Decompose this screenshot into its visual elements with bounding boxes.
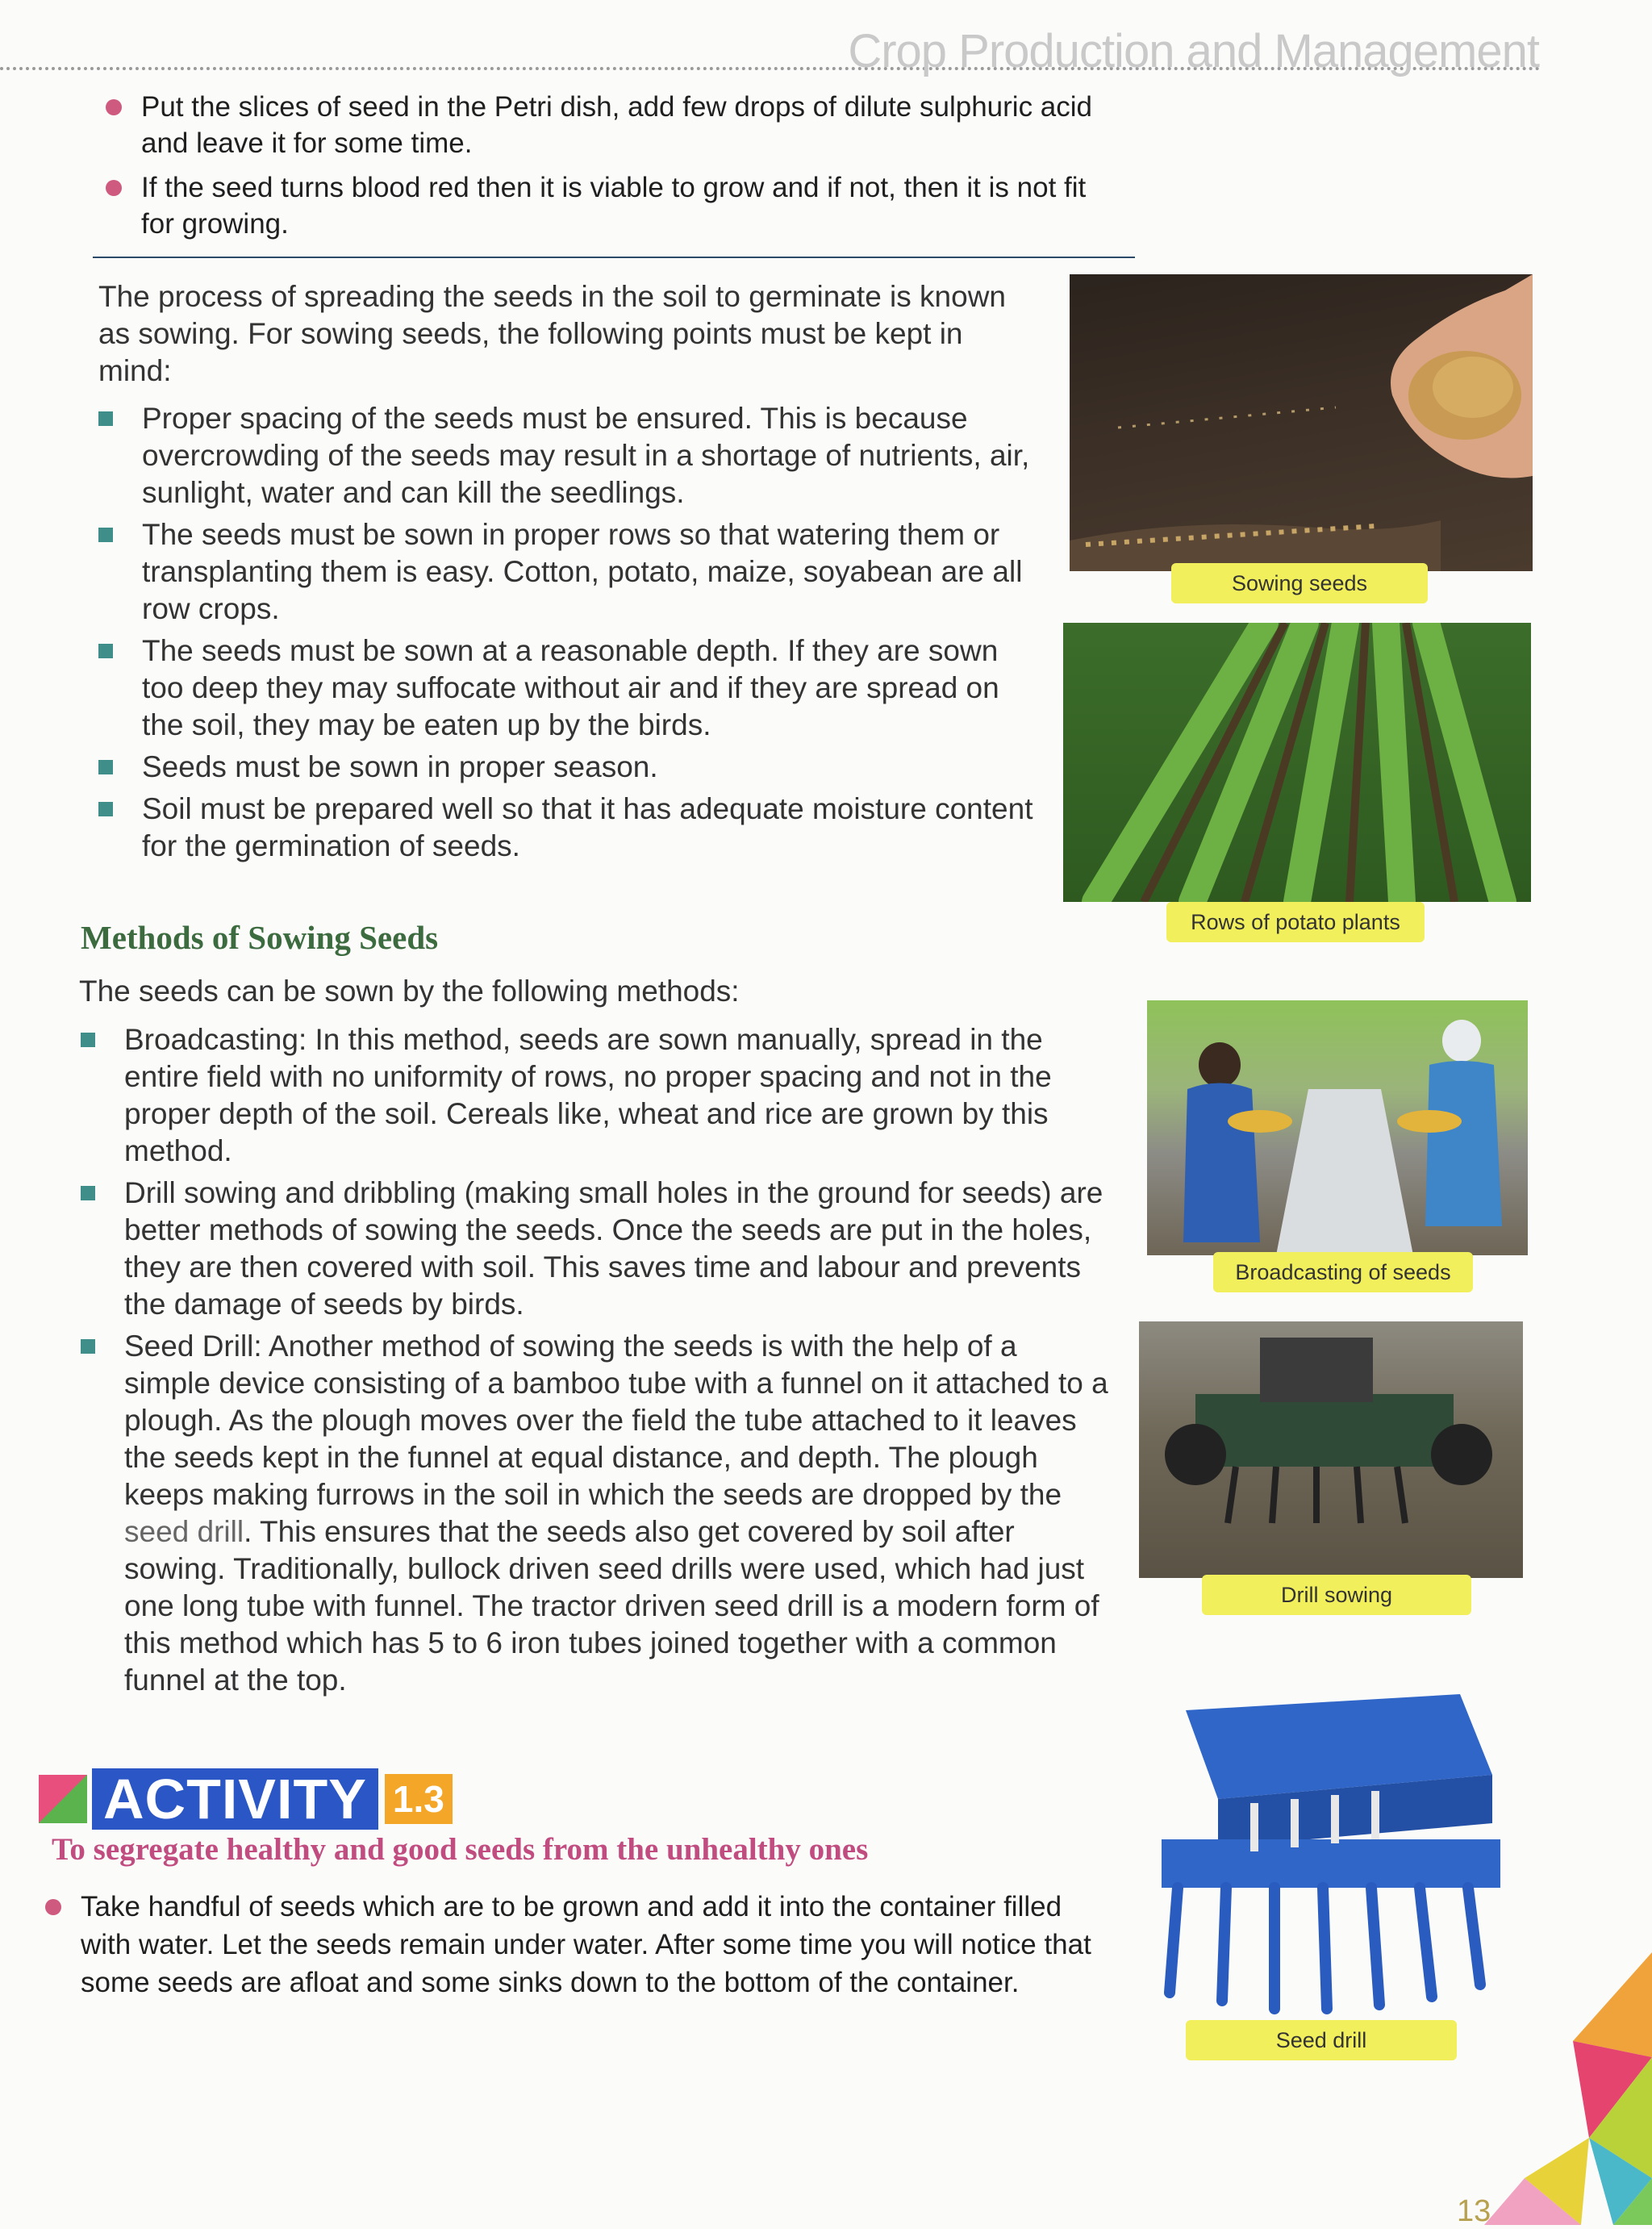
activity-subtitle: To segregate healthy and good seeds from the unhealthy ones xyxy=(52,1832,869,1867)
page-number: 13 xyxy=(1457,2194,1491,2228)
activity-number: 1.3 xyxy=(385,1774,453,1824)
bullet-dot-icon xyxy=(106,180,122,196)
seed-drill-text-a: Seed Drill: Another method of sowing the seeds is with the help of a simple device consisting of a bamboo tube with a funnel on it attached to a plough. As the plough moves over the field the tube attached to it leaves the seeds kept in the funnel at equal distance, and depth. The plough keeps making furrows in the soil in which the seeds are dropped by the xyxy=(124,1329,1108,1511)
crop-rows-illustration xyxy=(1063,623,1531,902)
activity-bullet-list xyxy=(81,1888,1097,2002)
list-item: If the seed turns blood red then it is viable to grow and if not, then it is not fit for growing. xyxy=(141,169,1125,242)
section-heading: Methods of Sowing Seeds xyxy=(81,919,439,956)
bullet-dot-icon xyxy=(45,1899,61,1915)
drill-sowing-photo xyxy=(1139,1321,1523,1578)
list-item: Drill sowing and dribbling (making small holes in the ground for seeds) are better methods of sowing the seeds. Once the seeds are put in the holes, they are then covered with soil. This saves time and labour and prevents the damage of seeds by birds. xyxy=(124,1175,1110,1323)
seed-drill-term: seed drill xyxy=(124,1515,244,1548)
caption-seed-drill: Seed drill xyxy=(1186,2020,1457,2060)
activity-label: ACTIVITY xyxy=(92,1768,378,1830)
list-item: The seeds must be sown at a reasonable depth. If they are sown too deep they may suffocate without air and if they are spread on the soil, they may be eaten up by the birds. xyxy=(142,632,1041,744)
bullet-dot-icon xyxy=(106,99,122,115)
list-item: Soil must be prepared well so that it has adequate moisture content for the germination of seeds. xyxy=(142,791,1041,865)
bullet-square-icon xyxy=(81,1033,95,1047)
broadcasting-photo xyxy=(1147,1000,1528,1255)
chapter-title: Crop Production and Management xyxy=(848,25,1539,77)
caption-sowing-seeds: Sowing seeds xyxy=(1171,563,1428,603)
list-item: Proper spacing of the seeds must be ensured. This is because overcrowding of the seeds may result in a shortage of nutrients, air, sunlight, water and can kill the seedlings. xyxy=(142,400,1041,511)
top-bullet-list xyxy=(141,89,1125,250)
sowing-intro: The process of spreading the seeds in the soil to germinate is known as sowing. For sowing seeds, the following points must be kept in mind: xyxy=(98,280,1007,387)
bullet-square-icon xyxy=(98,802,113,816)
list-item: Broadcasting: In this method, seeds are sown manually, spread in the entire field with no uniformity of rows, no proper spacing and not in the proper depth of the soil. Cereals like, wheat and rice are grown by this method. xyxy=(124,1021,1110,1170)
activity-banner xyxy=(39,1768,453,1830)
bullet-square-icon xyxy=(98,411,113,426)
list-item: The seeds must be sown in proper rows so that watering them or transplanting them is easy. Cotton, potato, maize, soyabean are all row crops. xyxy=(142,516,1041,628)
farmers-broadcasting-illustration xyxy=(1147,1000,1528,1255)
bullet-square-icon xyxy=(81,1339,95,1354)
methods-list xyxy=(124,1021,1110,1704)
caption-drill-sowing: Drill sowing xyxy=(1202,1575,1471,1615)
section-divider xyxy=(93,257,1135,258)
potato-rows-photo xyxy=(1063,623,1531,902)
activity-puzzle-icon xyxy=(39,1775,87,1823)
bullet-square-icon xyxy=(98,760,113,774)
methods-intro: The seeds can be sown by the following methods: xyxy=(79,975,740,1008)
sowing-points-list xyxy=(142,400,1041,870)
list-item xyxy=(124,1328,1110,1699)
caption-broadcasting: Broadcasting of seeds xyxy=(1213,1252,1473,1292)
list-item: Seeds must be sown in proper season. xyxy=(142,749,1041,786)
sowing-seeds-photo xyxy=(1070,274,1533,571)
bullet-square-icon xyxy=(98,644,113,658)
caption-potato-rows: Rows of potato plants xyxy=(1166,902,1425,942)
list-item: Take handful of seeds which are to be grown and add it into the container filled with water. Let the seeds remain under water. After some time you will notice that some seeds are afloat and some sinks down to the bottom of the container. xyxy=(81,1888,1097,2002)
seed-drill-text-b: . This ensures that the seeds also get covered by soil after sowing. Traditionally, bullock driven seed drills were used, which had just one long tube with funnel. The tractor driven seed drill is a modern form of this method which has 5 to 6 iron tubes joined together with a common funnel at the top. xyxy=(124,1515,1099,1697)
tractor-drill-illustration xyxy=(1139,1321,1523,1578)
hand-seeds-illustration xyxy=(1070,274,1533,571)
bullet-square-icon xyxy=(98,528,113,542)
bullet-square-icon xyxy=(81,1186,95,1200)
decorative-triangles xyxy=(1452,1936,1652,2225)
list-item: Put the slices of seed in the Petri dish, add few drops of dilute sulphuric acid and leave it for some time. xyxy=(141,89,1125,161)
